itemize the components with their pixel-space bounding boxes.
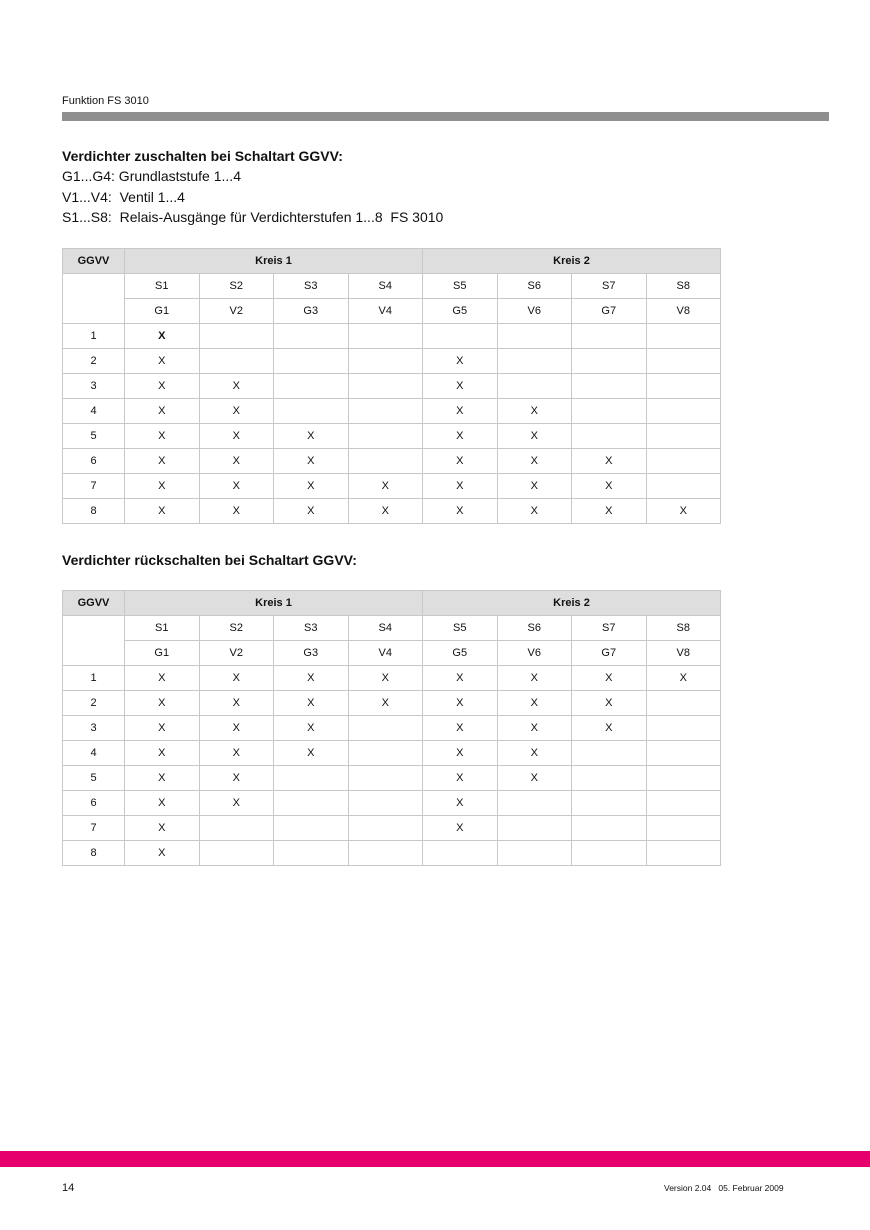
table-cell [646,349,721,374]
table-cell [348,741,423,766]
table-cell: X [125,816,200,841]
table-cell: X [125,766,200,791]
table-cell: X [497,766,572,791]
row-number: 8 [63,841,125,866]
table-cell: X [199,449,274,474]
table-cell: X [125,691,200,716]
table-cell [646,324,721,349]
table-cell: X [497,424,572,449]
table-cell [274,766,349,791]
table-cell [572,791,647,816]
empty-cell [63,616,125,666]
table-cell [348,816,423,841]
g-header: G5 [423,641,498,666]
table-cell: X [274,741,349,766]
table-cell [274,399,349,424]
g-header: V4 [348,299,423,324]
table-cell: X [199,666,274,691]
table-cell: X [125,374,200,399]
group-header-kreis-1: Kreis 1 [125,591,423,616]
table-cell: X [423,766,498,791]
table-cell: X [125,499,200,524]
table-cell: X [274,716,349,741]
table-cell: X [348,474,423,499]
table-cell: X [199,399,274,424]
table-cell [646,449,721,474]
g-header: G3 [274,299,349,324]
s-header: S2 [199,274,274,299]
row-number: 7 [63,474,125,499]
table-corner-header: GGVV [63,591,125,616]
table-cell [572,841,647,866]
table-cell [646,424,721,449]
table-cell: X [274,449,349,474]
table-cell: X [497,474,572,499]
table-cell [646,791,721,816]
table-cell: X [274,666,349,691]
row-number: 1 [63,666,125,691]
table-cell [274,816,349,841]
row-number: 5 [63,424,125,449]
version-info: Version 2.04 05. Februar 2009 [664,1183,784,1193]
legend-line: V1...V4: Ventil 1...4 [62,188,185,205]
row-number: 2 [63,349,125,374]
table-cell: X [497,741,572,766]
table-zuschalten [62,248,721,524]
table-cell: X [423,474,498,499]
table-row [63,449,721,474]
table-cell: X [348,666,423,691]
g-header: V6 [497,299,572,324]
table-cell [274,374,349,399]
table-row [63,741,721,766]
table-cell [348,349,423,374]
row-number: 7 [63,816,125,841]
table-cell [646,691,721,716]
table-cell [646,816,721,841]
table-cell: X [199,474,274,499]
table-cell [572,766,647,791]
table-cell: X [423,499,498,524]
table-cell [646,841,721,866]
empty-cell [63,274,125,324]
table-cell: X [572,666,647,691]
table-cell [497,791,572,816]
table-row [63,691,721,716]
table-cell: X [497,499,572,524]
table-cell: X [423,741,498,766]
table-row [63,349,721,374]
table-cell [274,841,349,866]
table-cell: X [497,691,572,716]
group-header-kreis-2: Kreis 2 [423,591,721,616]
row-number: 3 [63,374,125,399]
table-cell [497,374,572,399]
table-cell: X [199,374,274,399]
table-cell: X [125,399,200,424]
table-cell [497,349,572,374]
table-cell: X [125,666,200,691]
g-header: V2 [199,641,274,666]
table-cell [646,716,721,741]
table-cell: X [348,499,423,524]
table-cell: X [125,424,200,449]
group-header-kreis-2: Kreis 2 [423,249,721,274]
row-number: 5 [63,766,125,791]
g-header: G7 [572,641,647,666]
table-cell: X [125,791,200,816]
table-cell: X [423,399,498,424]
row-number: 4 [63,399,125,424]
table-cell: X [646,499,721,524]
table-cell [497,841,572,866]
table-cell: X [125,841,200,866]
table-cell: X [497,716,572,741]
table-cell [646,474,721,499]
table-cell [348,766,423,791]
table-cell [423,324,498,349]
g-header: V2 [199,299,274,324]
table-cell: X [125,449,200,474]
table-cell [572,424,647,449]
table-cell: X [125,716,200,741]
row-number: 1 [63,324,125,349]
page-number: 14 [62,1182,75,1194]
s-header: S4 [348,616,423,641]
legend-line: S1...S8: Relais-Ausgänge für Verdichterstufen 1...8 FS 3010 [62,209,444,225]
legend-line: G1...G4: Grundlaststufe 1...4 [62,168,241,184]
table-row [63,424,721,449]
table-cell: X [199,499,274,524]
table-cell [423,841,498,866]
table-cell [572,374,647,399]
table-cell [199,349,274,374]
table-cell [572,399,647,424]
section-heading-rueckschalten: Verdichter rückschalten bei Schaltart GGVV: [62,552,357,568]
table-cell [274,791,349,816]
table-row [63,324,721,349]
table-row [63,399,721,424]
table-cell [348,399,423,424]
table-cell: X [423,816,498,841]
s-header: S2 [199,616,274,641]
g-header: G7 [572,299,647,324]
table-cell: X [199,741,274,766]
table-cell: X [199,691,274,716]
table-cell [646,766,721,791]
table-row [63,816,721,841]
table-cell: X [199,791,274,816]
g-header: G5 [423,299,498,324]
s-header: S8 [646,274,721,299]
table-cell [348,449,423,474]
table-cell: X [125,741,200,766]
table-cell [274,324,349,349]
table-cell: X [199,766,274,791]
table-cell: X [274,424,349,449]
table-cell [348,324,423,349]
table-cell: X [423,449,498,474]
table-cell: X [572,716,647,741]
table-cell [497,816,572,841]
table-row [63,374,721,399]
s-header: S6 [497,274,572,299]
table-cell [199,816,274,841]
row-number: 2 [63,691,125,716]
table-cell: X [423,666,498,691]
row-number: 4 [63,741,125,766]
table-cell [274,349,349,374]
table-cell: X [125,349,200,374]
table-cell [199,841,274,866]
page-header-title: Funktion FS 3010 [62,95,149,107]
legend [62,166,443,228]
table-cell: X [497,449,572,474]
table-cell: X [274,474,349,499]
table-row [63,499,721,524]
table-cell [199,324,274,349]
s-header: S6 [497,616,572,641]
row-number: 3 [63,716,125,741]
g-header: V6 [497,641,572,666]
s-header: S3 [274,274,349,299]
table-row [63,766,721,791]
table-cell: X [125,474,200,499]
s-header: S4 [348,274,423,299]
table-row [63,716,721,741]
table-cell: X [572,449,647,474]
row-number: 8 [63,499,125,524]
s-header: S8 [646,616,721,641]
table-cell [572,349,647,374]
table-cell: X [423,691,498,716]
table-cell: X [274,499,349,524]
g-header: G1 [125,299,200,324]
table-cell [348,716,423,741]
table-cell: X [423,424,498,449]
table-rueckschalten [62,590,721,866]
table-cell: X [572,691,647,716]
s-header: S5 [423,616,498,641]
g-header: G3 [274,641,349,666]
section-heading-zuschalten: Verdichter zuschalten bei Schaltart GGVV: [62,148,343,164]
table-cell: X [572,499,647,524]
s-header: S7 [572,274,647,299]
table-cell [646,399,721,424]
table-cell [348,791,423,816]
table-cell [348,841,423,866]
table-cell [348,424,423,449]
table-cell [646,741,721,766]
s-header: S3 [274,616,349,641]
table-cell: X [423,791,498,816]
table-cell: X [572,474,647,499]
table-cell: X [423,716,498,741]
g-header: V4 [348,641,423,666]
group-header-kreis-1: Kreis 1 [125,249,423,274]
table-cell: X [125,324,200,349]
s-header: S5 [423,274,498,299]
table-cell: X [646,666,721,691]
table-row [63,791,721,816]
table-row [63,666,721,691]
table-cell [572,324,647,349]
table-cell [646,374,721,399]
table-cell: X [423,374,498,399]
g-header: V8 [646,299,721,324]
table-corner-header: GGVV [63,249,125,274]
table-cell: X [423,349,498,374]
table-cell: X [199,424,274,449]
table-cell: X [274,691,349,716]
table-cell: X [497,399,572,424]
table-row [63,841,721,866]
g-header: G1 [125,641,200,666]
table-cell: X [199,716,274,741]
table-cell: X [348,691,423,716]
table-cell: X [497,666,572,691]
table-cell [497,324,572,349]
table-row [63,474,721,499]
footer-accent-bar [0,1151,870,1167]
table-cell [572,816,647,841]
row-number: 6 [63,449,125,474]
table-cell [572,741,647,766]
s-header: S7 [572,616,647,641]
row-number: 6 [63,791,125,816]
s-header: S1 [125,616,200,641]
g-header: V8 [646,641,721,666]
table-cell [348,374,423,399]
header-rule [62,112,829,121]
s-header: S1 [125,274,200,299]
